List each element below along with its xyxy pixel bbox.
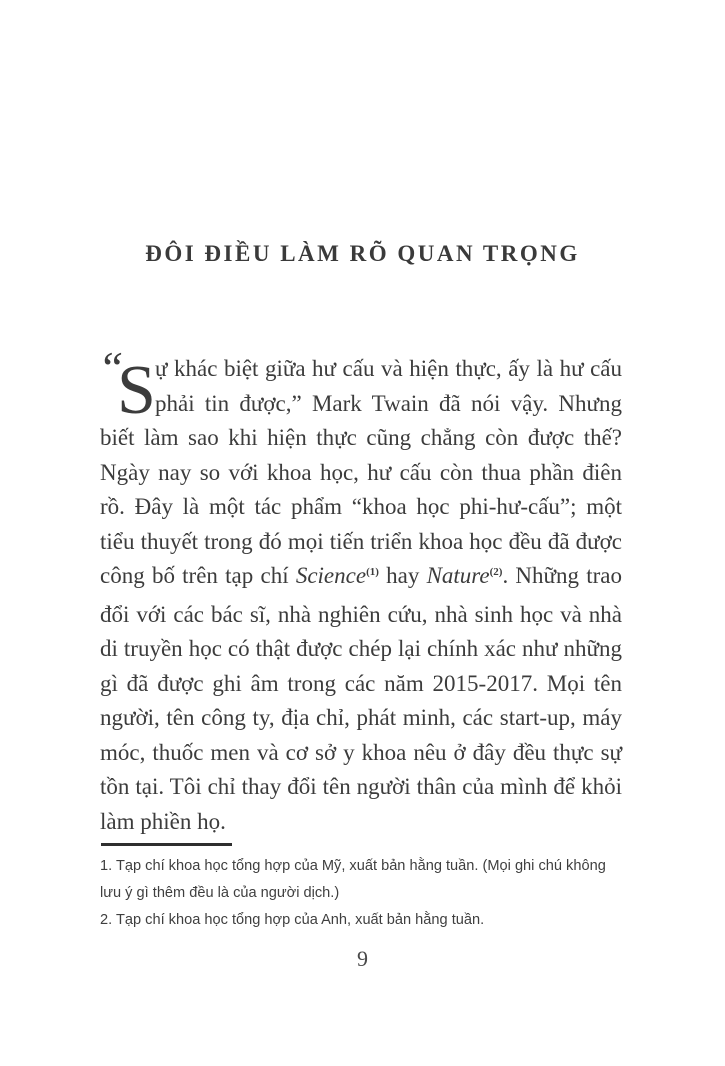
journal-name-nature: Nature bbox=[426, 563, 490, 588]
paragraph-segment-3: . Những trao đổi với các bác sĩ, nhà nghiên cứu, nhà sinh học và nhà di truyền học có thật được chép lại chính xác như những gì đã được ghi âm trong các năm 2015-2017. Mọi tên người, tên công ty, địa chỉ, phát minh, các start-up, máy móc, thuốc men và cơ sở y khoa nêu ở đây đều thực sự tồn tại. Tôi chỉ thay đổi tên người thân của mình để khỏi làm phiền họ. bbox=[100, 563, 622, 834]
footnote-ref-2: (2) bbox=[489, 566, 503, 578]
journal-name-science: Science bbox=[295, 563, 367, 588]
footnote-1: 1. Tạp chí khoa học tổng hợp của Mỹ, xuất bản hằng tuần. (Mọi ghi chú không lưu ý gì thêm đều là của người dịch.) bbox=[100, 858, 606, 901]
paragraph-segment-2: hay bbox=[378, 563, 427, 588]
page-number: 9 bbox=[357, 946, 368, 971]
chapter-title: ĐÔI ĐIỀU LÀM RÕ QUAN TRỌNG bbox=[145, 241, 580, 266]
opening-quote: “ bbox=[98, 342, 124, 393]
footnotes-section bbox=[100, 843, 624, 934]
footnote-2: 2. Tạp chí khoa học tổng hợp của Anh, xuất bản hằng tuần. bbox=[100, 912, 485, 928]
chapter-paragraph bbox=[98, 342, 622, 839]
dropcap-letter: S bbox=[117, 352, 156, 429]
footnote-ref-1: (1) bbox=[366, 566, 379, 578]
footnote-divider bbox=[101, 843, 232, 846]
paragraph-segment-1: ự khác biệt giữa hư cấu và hiện thực, ấy là hư cấu phải tin được,” Mark Twain đã nói vậy. Nhưng biết làm sao khi hiện thực cũng chẳng còn được thế? Ngày nay so với khoa học, hư cấu còn thua phần điên rồ. Đây là một tác phẩm “khoa học phi-hư-cấu”; một tiểu thuyết trong đó mọi tiến triển khoa học đều đã được công bố trên tạp chí bbox=[100, 356, 622, 588]
